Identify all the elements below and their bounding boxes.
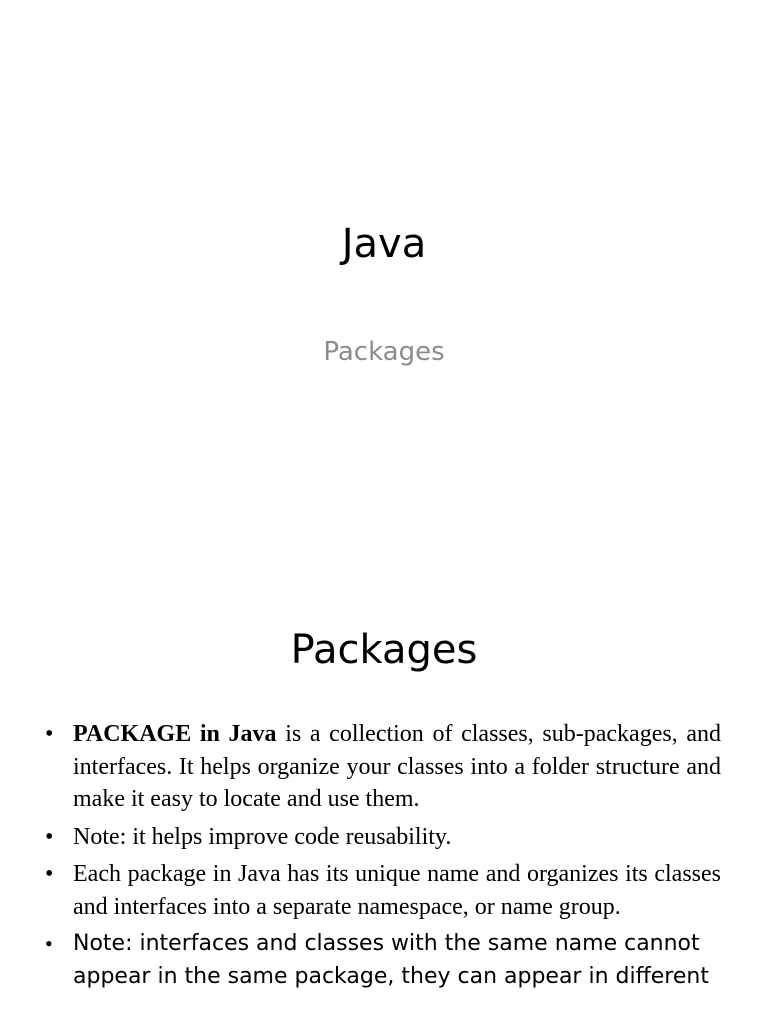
bullet-text: Note: interfaces and classes with the same name cannot appear in the same package, they can appear in different: [73, 931, 709, 989]
bullet-item-package-definition: [47, 718, 721, 816]
bullet-item-same-name-note: [47, 928, 721, 993]
slide-title: Java: [341, 221, 427, 267]
bullet-item-reusability-note: [47, 821, 721, 854]
content-slide: [0, 576, 768, 1024]
bullet-bold-term: PACKAGE in Java: [73, 721, 277, 747]
content-slide-title: Packages: [290, 627, 478, 673]
slide-subtitle: Packages: [323, 337, 445, 367]
bullet-text: is a collection of classes, sub-packages, and interfaces. It helps organize your classes into a folder structure and make it easy to locate and use them.: [73, 721, 721, 812]
bullet-text: Note: it helps improve code reusability.: [73, 823, 452, 850]
bullet-item-namespace: [47, 858, 721, 923]
bullet-text: Each package in Java has its unique name and organizes its classes and interfaces into a separate namespace, or name group.: [73, 861, 721, 920]
bullet-list: [47, 718, 721, 998]
